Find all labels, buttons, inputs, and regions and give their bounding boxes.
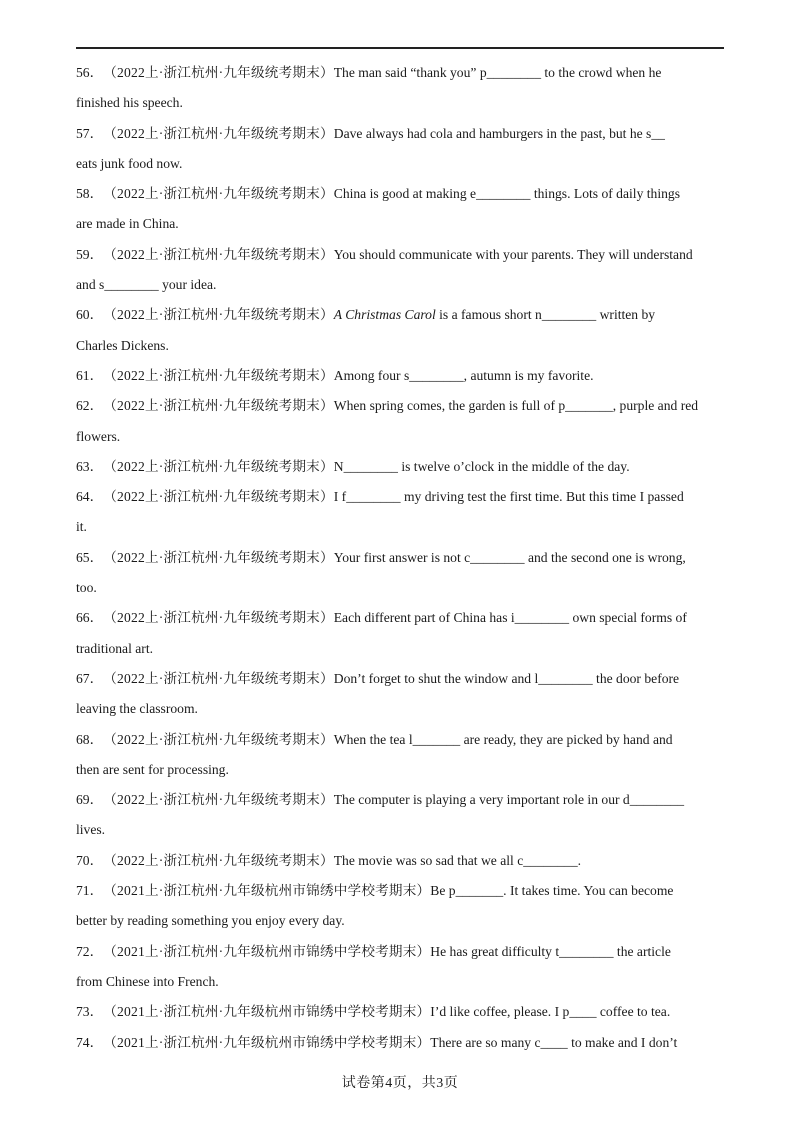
question-list bbox=[76, 58, 726, 1058]
question-source: （2022上·浙江杭州·九年级统考期末） bbox=[103, 458, 334, 474]
question-source: （2022上·浙江杭州·九年级统考期末） bbox=[103, 246, 334, 262]
question-number: 74． bbox=[76, 1034, 104, 1050]
question-number: 69． bbox=[76, 792, 104, 808]
question-number: 73． bbox=[76, 1004, 104, 1020]
question-text: He has great difficulty t________ the article bbox=[430, 943, 671, 959]
question-number: 63． bbox=[76, 458, 104, 474]
question-source: （2022上·浙江杭州·九年级统考期末） bbox=[103, 307, 334, 323]
question-63 bbox=[76, 452, 726, 482]
question-text: When the tea l_______ are ready, they are picked by hand and bbox=[333, 731, 673, 747]
question-65 bbox=[76, 543, 726, 604]
question-text-continued: traditional art. bbox=[76, 640, 154, 656]
question-number: 65． bbox=[76, 549, 104, 565]
question-text: The computer is playing a very important role in our d________ bbox=[333, 792, 685, 808]
question-60 bbox=[76, 300, 726, 361]
question-text-continued: finished his speech. bbox=[76, 95, 183, 111]
question-62 bbox=[76, 391, 726, 452]
question-text: Don’t forget to shut the window and l________ the door before bbox=[333, 670, 680, 686]
question-source: （2021上·浙江杭州·九年级杭州市锦绣中学校考期末） bbox=[103, 883, 431, 899]
question-text: China is good at making e________ things. Lots of daily things bbox=[333, 186, 680, 202]
question-source: （2021上·浙江杭州·九年级杭州市锦绣中学校考期末） bbox=[103, 1034, 431, 1050]
question-text-continued: lives. bbox=[76, 822, 106, 838]
question-text-continued: flowers. bbox=[76, 428, 121, 444]
question-68 bbox=[76, 725, 726, 786]
question-text-continued: it. bbox=[76, 519, 87, 535]
question-66 bbox=[76, 603, 726, 664]
question-number: 68． bbox=[76, 731, 104, 747]
question-text: Your first answer is not c________ and the second one is wrong, bbox=[333, 549, 686, 565]
question-text: There are so many c____ to make and I don’t bbox=[430, 1034, 678, 1050]
question-74 bbox=[76, 1028, 726, 1058]
question-text: Each different part of China has i________ own special forms of bbox=[333, 610, 687, 626]
question-source: （2022上·浙江杭州·九年级统考期末） bbox=[103, 670, 334, 686]
book-title: A Christmas Carol bbox=[333, 307, 436, 323]
question-text-continued: from Chinese into French. bbox=[76, 973, 219, 989]
question-text: is a famous short n________ written by bbox=[435, 307, 656, 323]
question-number: 67． bbox=[76, 670, 104, 686]
question-73 bbox=[76, 997, 726, 1027]
question-text: Among four s________, autumn is my favorite. bbox=[333, 367, 594, 383]
question-text-continued: Charles Dickens. bbox=[76, 337, 169, 353]
question-text: I’d like coffee, please. I p____ coffee to tea. bbox=[430, 1004, 671, 1020]
question-58 bbox=[76, 179, 726, 240]
question-text: N________ is twelve o’clock in the middle of the day. bbox=[333, 458, 630, 474]
question-number: 56． bbox=[76, 65, 104, 80]
question-64 bbox=[76, 482, 726, 543]
question-59 bbox=[76, 240, 726, 301]
question-72 bbox=[76, 937, 726, 998]
question-number: 62． bbox=[76, 398, 104, 414]
question-source: （2021上·浙江杭州·九年级杭州市锦绣中学校考期末） bbox=[103, 1004, 431, 1020]
question-number: 60． bbox=[76, 307, 104, 323]
question-text-continued: then are sent for processing. bbox=[76, 761, 229, 777]
question-67 bbox=[76, 664, 726, 725]
question-57 bbox=[76, 119, 726, 180]
question-source: （2022上·浙江杭州·九年级统考期末） bbox=[103, 186, 334, 202]
question-source: （2022上·浙江杭州·九年级统考期末） bbox=[103, 549, 334, 565]
question-text-continued: better by reading something you enjoy every day. bbox=[76, 913, 345, 929]
question-text-continued: are made in China. bbox=[76, 216, 179, 232]
question-source: （2022上·浙江杭州·九年级统考期末） bbox=[103, 65, 334, 80]
question-number: 61． bbox=[76, 367, 104, 383]
question-71 bbox=[76, 876, 726, 937]
question-number: 59． bbox=[76, 246, 104, 262]
question-source: （2022上·浙江杭州·九年级统考期末） bbox=[103, 792, 334, 808]
question-number: 72． bbox=[76, 943, 104, 959]
question-number: 57． bbox=[76, 125, 104, 141]
question-61 bbox=[76, 361, 726, 391]
question-text-continued: too. bbox=[76, 580, 97, 596]
header-rule bbox=[76, 47, 724, 49]
question-text-continued: and s________ your idea. bbox=[76, 277, 217, 293]
question-number: 70． bbox=[76, 852, 104, 868]
question-69 bbox=[76, 785, 726, 846]
question-text-continued: leaving the classroom. bbox=[76, 701, 198, 717]
question-source: （2022上·浙江杭州·九年级统考期末） bbox=[103, 367, 334, 383]
question-number: 71． bbox=[76, 883, 104, 899]
question-source: （2022上·浙江杭州·九年级统考期末） bbox=[103, 852, 334, 868]
question-source: （2022上·浙江杭州·九年级统考期末） bbox=[103, 489, 334, 505]
question-text-continued: eats junk food now. bbox=[76, 155, 183, 171]
question-number: 66． bbox=[76, 610, 104, 626]
question-number: 58． bbox=[76, 186, 104, 202]
question-number: 64． bbox=[76, 489, 104, 505]
question-text: The movie was so sad that we all c________. bbox=[333, 852, 582, 868]
question-source: （2022上·浙江杭州·九年级统考期末） bbox=[103, 731, 334, 747]
question-text: I f________ my driving test the first time. But this time I passed bbox=[333, 489, 684, 505]
question-source: （2022上·浙江杭州·九年级统考期末） bbox=[103, 610, 334, 626]
question-source: （2021上·浙江杭州·九年级杭州市锦绣中学校考期末） bbox=[103, 943, 431, 959]
question-text: When spring comes, the garden is full of p_______, purple and red bbox=[333, 398, 699, 414]
question-56 bbox=[76, 58, 726, 119]
question-70 bbox=[76, 846, 726, 876]
question-source: （2022上·浙江杭州·九年级统考期末） bbox=[103, 398, 334, 414]
question-text: You should communicate with your parents. They will understand bbox=[333, 246, 693, 262]
question-text: Be p_______. It takes time. You can become bbox=[430, 883, 674, 899]
question-text: The man said “thank you” p________ to the crowd when he bbox=[333, 65, 662, 80]
page-footer: 试卷第4页，共3页 bbox=[341, 1076, 459, 1091]
question-text: Dave always had cola and hamburgers in the past, but he s__ bbox=[333, 125, 665, 141]
question-source: （2022上·浙江杭州·九年级统考期末） bbox=[103, 125, 334, 141]
